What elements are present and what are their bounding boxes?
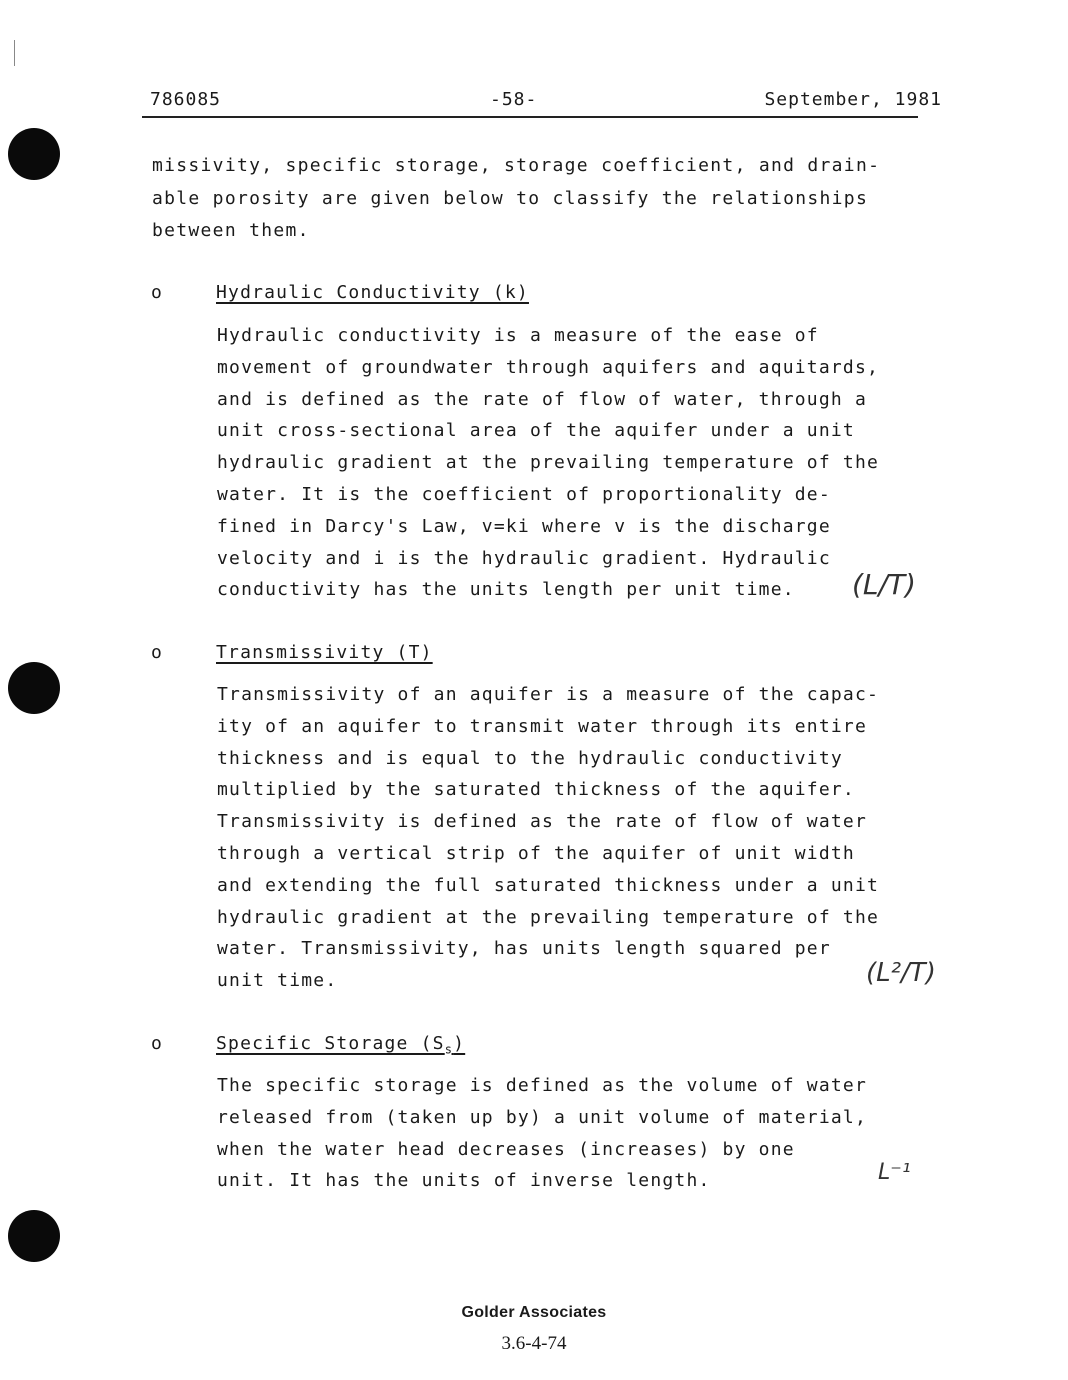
body-line: and is defined as the rate of flow of water, through a: [217, 388, 867, 410]
body-line: unit time.: [217, 970, 338, 992]
section-heading-transmissivity: Transmissivity (T): [216, 642, 433, 663]
body-line: water. Transmissivity, has units length squared per: [217, 938, 831, 960]
header-rule: [142, 116, 918, 118]
intro-line: between them.: [152, 220, 310, 241]
section-heading-specific-storage: [216, 1033, 465, 1057]
section-body-hydraulic-conductivity: [217, 320, 932, 606]
intro-line: able porosity are given below to classify the relationships: [152, 187, 869, 209]
heading-text: Specific Storage (S: [216, 1033, 445, 1054]
handwritten-annotation-units: L⁻¹: [878, 1160, 911, 1185]
body-line: fined in Darcy's Law, v=ki where v is the discharge: [217, 515, 831, 537]
scan-mark: [14, 40, 15, 66]
page-number: -58-: [490, 89, 538, 110]
intro-paragraph: [152, 150, 932, 248]
footer-company: Golder Associates: [461, 1304, 607, 1321]
body-line: unit. It has the units of inverse length.: [217, 1170, 711, 1192]
punch-hole-top: [8, 128, 60, 180]
heading-subscript: s: [444, 1042, 454, 1057]
page-date: September, 1981: [764, 89, 942, 110]
body-line: ity of an aquifer to transmit water through its entire: [217, 715, 867, 737]
body-line: The specific storage is defined as the volume of water: [217, 1075, 867, 1096]
heading-close: ): [453, 1033, 466, 1054]
doc-number: 786085: [150, 89, 222, 110]
body-line: movement of groundwater through aquifers and aquitards,: [217, 356, 880, 378]
body-line: conductivity has the units length per unit time.: [217, 579, 795, 601]
body-line: through a vertical strip of the aquifer of unit width: [217, 842, 855, 864]
body-line: when the water head decreases (increases) by one: [217, 1138, 795, 1160]
bullet-marker: o: [151, 642, 162, 663]
body-line: released from (taken up by) a unit volume of material,: [217, 1106, 867, 1128]
section-body-specific-storage: [217, 1070, 932, 1197]
intro-line: missivity, specific storage, storage coefficient, and drain-: [152, 155, 881, 176]
body-line: multiplied by the saturated thickness of the aquifer.: [217, 779, 855, 801]
footer-document-code: 3.6-4-74: [501, 1333, 567, 1354]
body-line: hydraulic gradient at the prevailing temperature of the: [217, 452, 880, 474]
body-line: Hydraulic conductivity is a measure of the ease of: [217, 325, 819, 346]
body-line: unit cross-sectional area of the aquifer under a unit: [217, 420, 855, 442]
section-body-transmissivity: [217, 679, 932, 997]
body-line: water. It is the coefficient of proportionality de-: [217, 483, 831, 505]
section-heading-hydraulic-conductivity: Hydraulic Conductivity (k): [216, 282, 529, 303]
body-line: velocity and i is the hydraulic gradient. Hydraulic: [217, 547, 831, 569]
body-line: and extending the full saturated thickness under a unit: [217, 874, 880, 896]
handwritten-annotation-units: (L/T): [852, 568, 916, 601]
punch-hole-bottom: [8, 1210, 60, 1262]
body-line: Transmissivity of an aquifer is a measure of the capac-: [217, 684, 880, 705]
bullet-marker: o: [151, 1033, 162, 1054]
bullet-marker: o: [151, 282, 162, 303]
punch-hole-middle: [8, 662, 60, 714]
body-line: Transmissivity is defined as the rate of flow of water: [217, 811, 867, 833]
body-line: hydraulic gradient at the prevailing temperature of the: [217, 906, 880, 928]
page-header: [150, 89, 942, 115]
handwritten-annotation-units: (L²/T): [866, 958, 936, 988]
body-line: thickness and is equal to the hydraulic conductivity: [217, 747, 843, 769]
